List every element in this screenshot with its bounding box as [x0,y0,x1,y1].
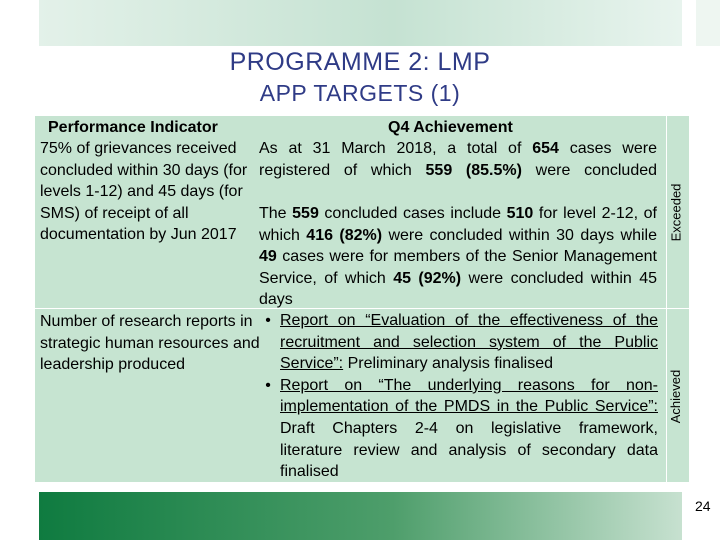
figure-49: 49 [259,248,277,266]
report-status: Preliminary analysis finalised [343,355,553,373]
list-item [256,375,658,483]
bottom-decorative-band [39,492,682,540]
status-text: Exceeded [668,183,684,242]
figure-559-percent: 559 (85.5%) [425,161,522,179]
bullet-icon: • [265,376,271,394]
indicator-research-reports: Number of research reports in strategic human resources and leadership produced [40,313,260,374]
text-segment: cases were registered of which [259,140,657,179]
figure-654: 654 [532,140,559,157]
achievement-research-list [256,310,658,483]
figure-45-percent: 45 (92%) [393,269,462,287]
header-performance-indicator: Performance Indicator [48,119,218,136]
text-segment: for level 2-12, of which [259,205,658,244]
slide-subtitle: APP TARGETS (1) [259,80,461,106]
text-segment: were concluded within 45 days [259,269,658,309]
slide-title: PROGRAMME 2: LMP [229,48,491,76]
text-segment: were concluded within 30 days while [382,226,657,244]
status-exceeded-label [666,120,686,305]
indicator-grievances: 75% of grievances received concluded within 30 days (for levels 1-12) and 45 days (for SMS) of receipt of all documentation by Jun 2017 [40,140,248,244]
achievement-grievances-summary [259,138,657,181]
figure-559: 559 [292,205,319,222]
report-title: Report on “The underlying reasons for non-implementation of the PMDS in the Public Service”: [280,376,658,416]
list-item [256,310,658,375]
figure-416-percent: 416 (82%) [306,226,383,244]
text-segment: The [259,205,293,222]
status-text: Achieved [668,369,684,423]
text-segment: cases were for members of the Senior Management Service, of which [259,248,657,287]
top-decorative-band [39,0,682,46]
achievement-grievances-detail [259,203,657,311]
status-achieved-label [666,312,686,480]
text-segment: were concluded [521,161,658,179]
corner-decoration [696,0,720,46]
page-number: 24 [695,498,711,514]
bullet-icon: • [265,312,271,329]
figure-510: 510 [506,205,534,222]
report-title: Report on “Evaluation of the effectiveness of the recruitment and selection system of the Public Service”: [280,312,658,373]
research-report-2 [280,375,658,483]
report-status: Draft Chapters 2-4 on legislative framework, literature review and analysis of secondary data finalised [280,419,658,481]
header-q4-achievement: Q4 Achievement [388,119,513,136]
text-segment: As at 31 March 2018, a total of [259,140,533,157]
text-segment: concluded cases include [318,205,507,222]
research-report-1 [280,310,658,375]
